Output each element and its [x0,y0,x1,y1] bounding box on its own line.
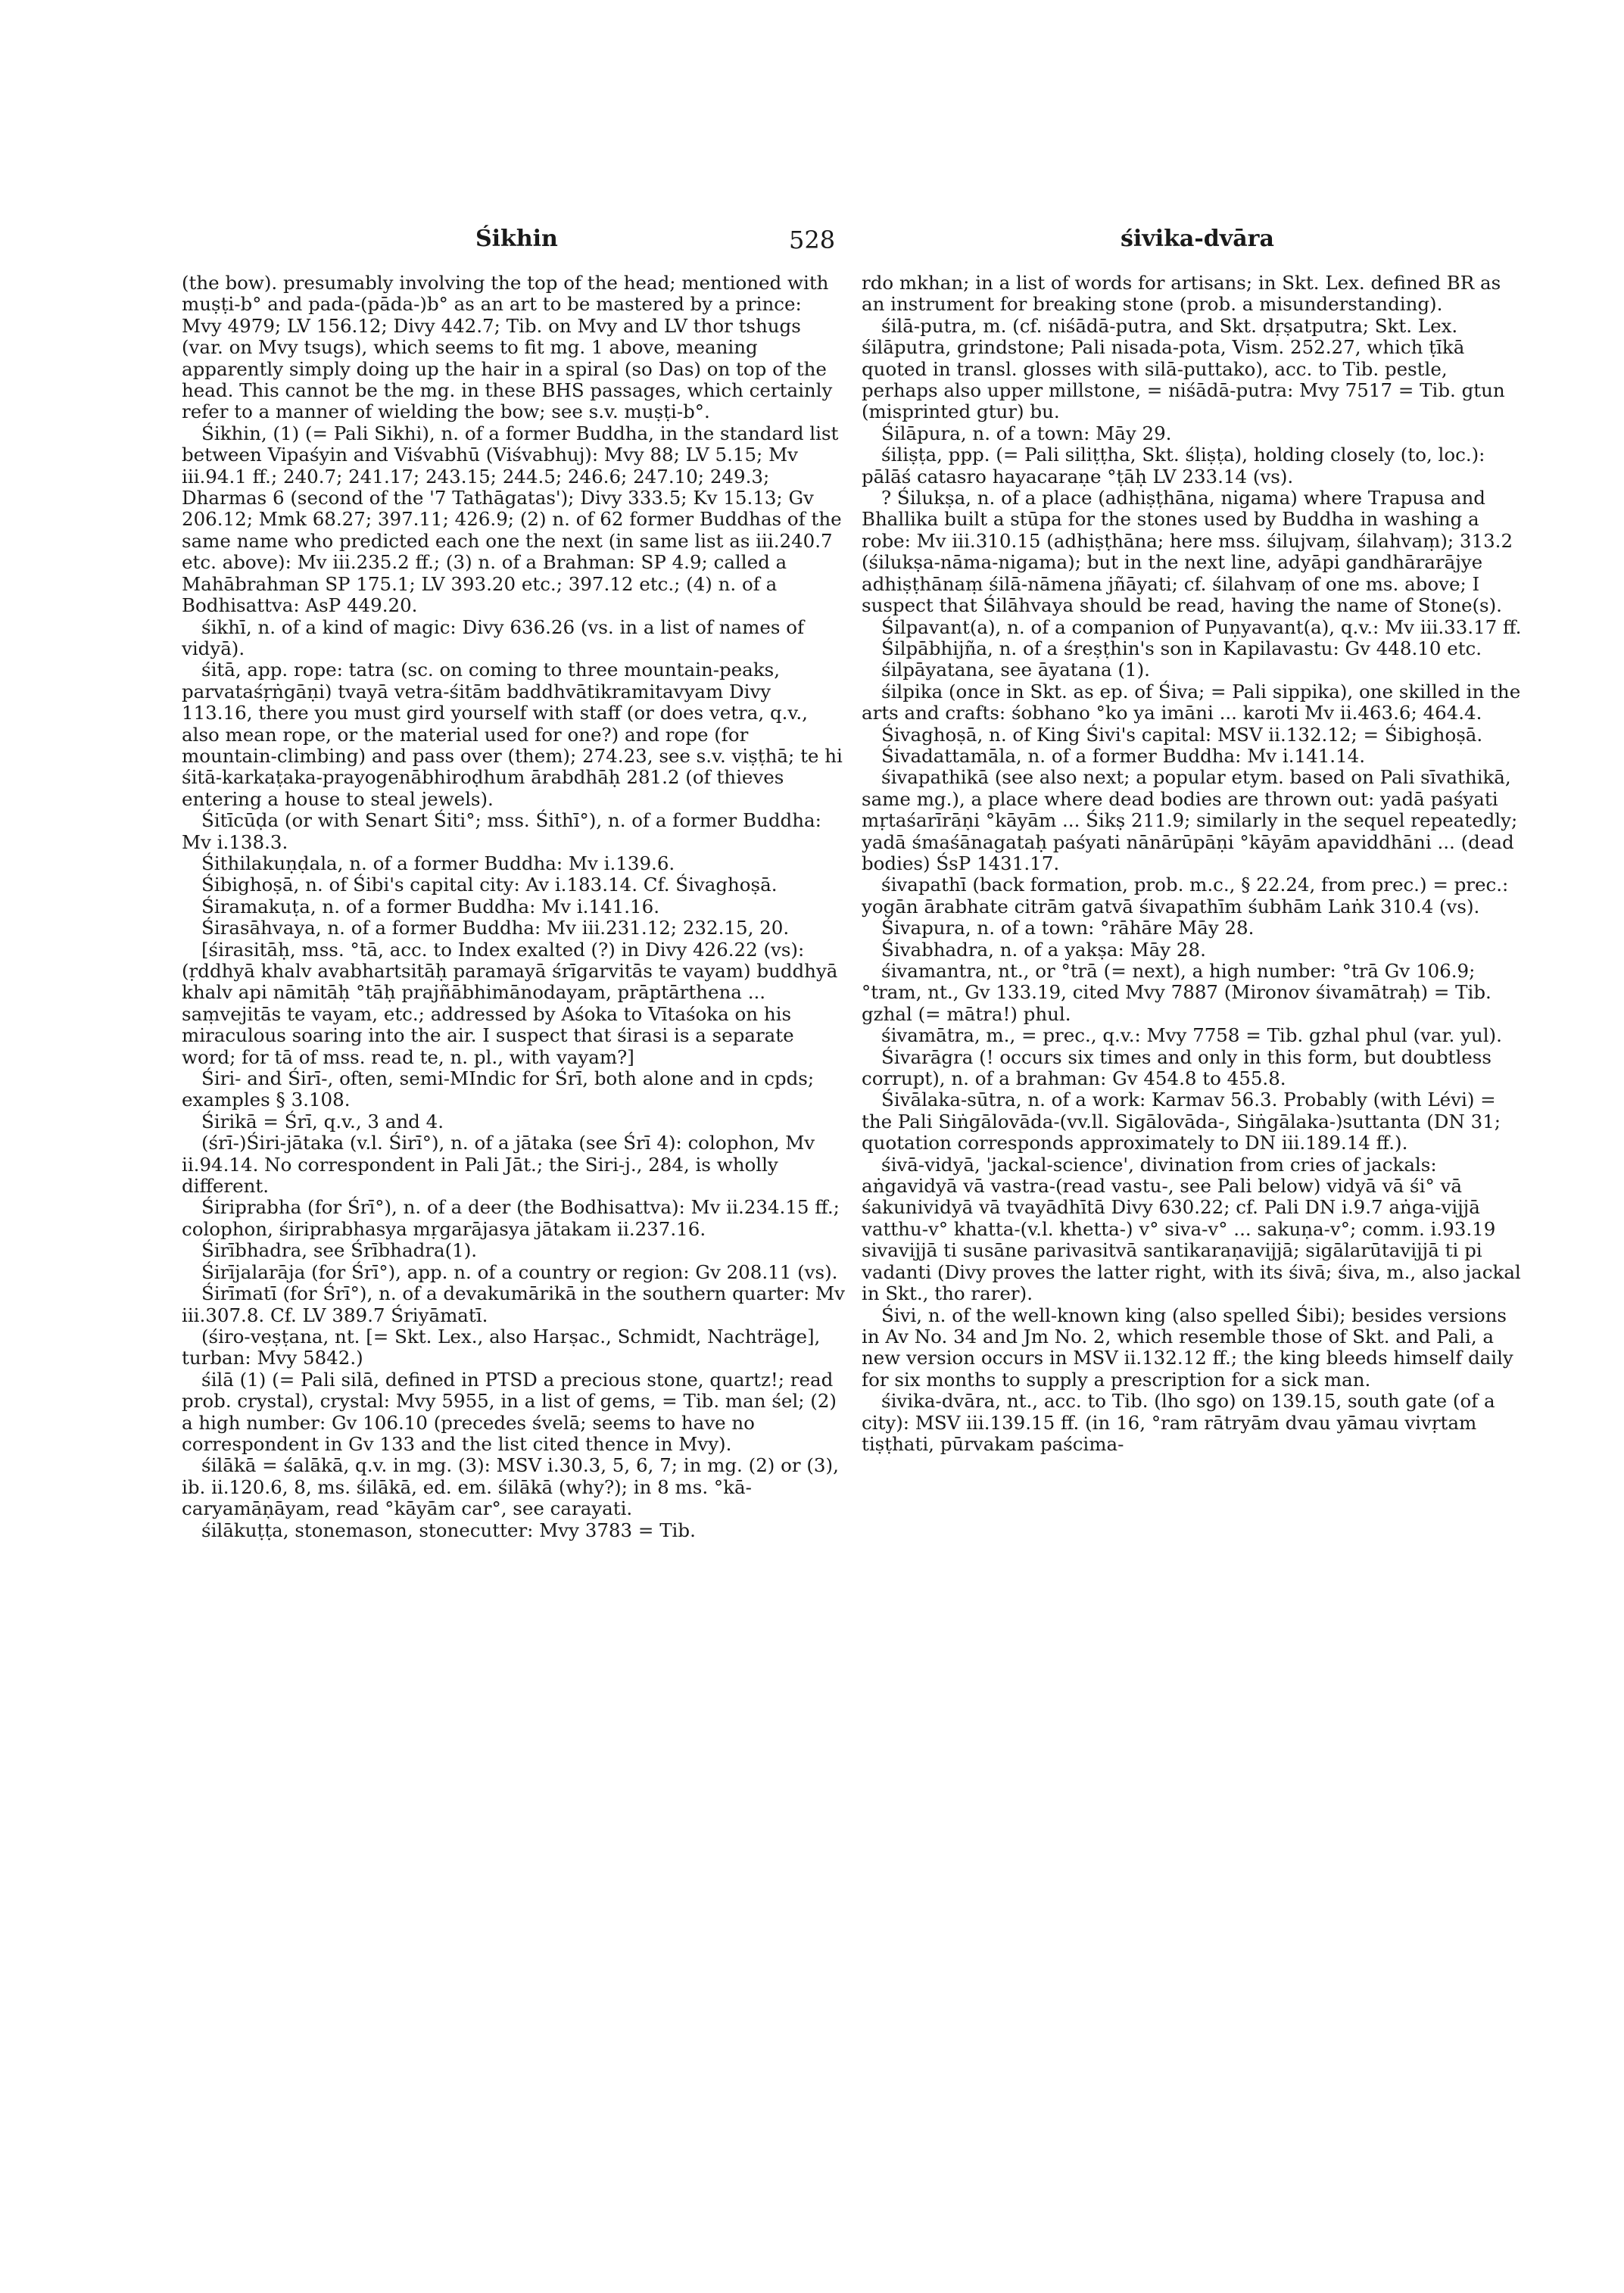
dictionary-entry: Śitīcūḍa (or with Senart Śiti°; mss. Śithī°), n. of a former Buddha: Mv i.138.3. [182,809,821,853]
dictionary-entry: śilā-putra, m. (cf. niśādā-putra, and Skt. dṛṣatputra; Skt. Lex. śilāputra, grindstone; Pali nisada-pota, Vism. 252.27, which ṭīkā quoted in transl. glosses with silā-puttako), acc. to Tib. pestle, perhaps also upper millstone, = niśādā-putra: Mvy 7517 = Tib. gtun (misprinted gtur) bu. [862,314,1505,423]
dictionary-entry: (śrī-)Śiri-jātaka (v.l. Śirī°), n. of a jātaka (see Śrī 4): colophon, Mv ii.94.14. No correspondent in Pali Jāt.; the Siri-j., 284, is wholly different. [182,1132,815,1198]
dictionary-entry: (śiro-veṣṭana, nt. [= Skt. Lex., also Harṣac., Schmidt, Nachträge], turban: Mvy 5842.) [182,1325,821,1369]
dictionary-entry: Śivi, n. of the well-known king (also spelled Śibi); besides versions in Av No. 34 and Jm No. 2, which resemble those of Skt. and Pali, a new version occurs in MSV ii.132.12 ff.; the king bleeds himself daily for six months to supply a prescription for a sick man. [862,1304,1513,1391]
dictionary-entry: śivapathikā (see also next; a popular etym. based on Pali sīvathikā, same mg.), a place where dead bodies are thrown out: yadā paśyati mṛtaśarīrāṇi °kāyām ... Śikṣ 211.9; similarly in the sequel repeatedly; yadā śmaśānagataḥ paśyati nānārūpāṇi °kāyām apaviddhāni ... (dead bodies) ŚsP 1431.17. [862,766,1518,874]
dictionary-entry: Śirikā = Śrī, q.v., 3 and 4. [201,1110,444,1132]
dictionary-entry: śilā (1) (= Pali silā, defined in PTSD a precious stone, quartz!; read prob. crystal), crystal: Mvy 5955, in a list of gems, = Tib. man śel; (2) a high number: Gv 106.10 (precedes śvelā; seems to have no correspondent in Gv 133 and the list cited thence in Mvy). [182,1368,837,1455]
dictionary-entry: Śirījalarāja (for Śrī°), app. n. of a country or region: Gv 208.11 (vs). [201,1260,838,1283]
page-number: 528 [789,226,836,254]
dictionary-entry: Śirīmatī (for Śrī°), n. of a devakumārikā in the southern quarter: Mv iii.307.8. Cf. LV 389.7 Śriyāmatī. [182,1282,845,1326]
dictionary-entry: Śivadattamāla, n. of a former Buddha: Mv i.141.14. [881,744,1366,767]
dictionary-entry: rdo mkhan; in a list of words for artisans; in Skt. Lex. defined BR as an instrument for breaking stone (prob. a misunderstanding). [862,272,1501,316]
dictionary-entry: śivapathī (back formation, prob. m.c., § 22.24, from prec.) = prec.: yogān ārabhate citrām gatvā śivapathīm śubhām Laṅk 310.4 (vs). [862,874,1509,918]
dictionary-entry: śivika-dvāra, nt., acc. to Tib. (lho sgo) on 139.15, south gate (of a city): MSV iii.139.15 ff. (in 16, °ram rātryām dvau yāmau vivṛtam tiṣṭhati, pūrvakam paścima- [862,1390,1495,1455]
dictionary-entry: Śivaghoṣā, n. of King Śivi's capital: MSV ii.132.12; = Śibighoṣā. [881,723,1483,746]
dictionary-entry: Śilpavant(a), n. of a companion of Puṇyavant(a), q.v.: Mv iii.33.17 ff. [881,615,1522,638]
dictionary-entry: Śilpābhijña, n. of a śreṣṭhin's son in Kapilavastu: Gv 448.10 etc. [881,637,1482,659]
dictionary-entry: [śirasitāḥ, mss. °tā, acc. to Index exalted (?) in Divy 426.22 (vs): (ṛddhyā khalv avabhartsitāḥ paramayā śrīgarvitās te vayam) buddhyā khalv api nāmitāḥ °tāḥ prajñābhimānodayam, prāptārthena ... saṃvejitās te vayam, etc.; addressed by Aśoka to Vītaśoka on his miraculous soaring into the air. I suspect that śirasi is a separate word; for tā of mss. read te, n. pl., with vayam?] [182,938,838,1068]
dictionary-entry: Śiramakuṭa, n. of a former Buddha: Mv i.141.16. [201,895,659,918]
dictionary-entry: Śiri- and Śirī-, often, semi-MIndic for Śrī, both alone and in cpds; examples § 3.108. [182,1067,815,1111]
dictionary-entry: śivamātra, m., = prec., q.v.: Mvy 7758 = Tib. gzhal phul (var. yul). [881,1024,1502,1047]
dictionary-entry: śiliṣṭa, ppp. (= Pali siliṭṭha, Skt. śliṣṭa), holding closely (to, loc.): pālāś catasro hayacaraṇe °ṭāḥ LV 233.14 (vs). [862,444,1485,488]
dictionary-entry: Śithilakuṇḍala, n. of a former Buddha: Mv i.139.6. [201,852,675,874]
running-head-left: Śikhin [475,226,558,252]
dictionary-entry: śivamantra, nt., or °trā (= next), a high number: °trā Gv 106.9; °tram, nt., Gv 133.19, cited Mvy 7887 (Mironov śivamātraḥ) = Tib. gzhal (= mātra!) phul. [862,960,1492,1025]
dictionary-entry: Śivarāgra (! occurs six times and only in this form, but doubtless corrupt), n. of a brahman: Gv 454.8 to 455.8. [862,1045,1492,1090]
dictionary-entry: śilpāyatana, see āyatana (1). [881,659,1150,681]
dictionary-entry: Śibighoṣā, n. of Śibi's capital city: Av i.183.14. Cf. Śivaghoṣā. [201,874,778,896]
dictionary-entry: śivā-vidyā, 'jackal-science', divination from cries of jackals: aṅgavidyā vā vastra-(read vastu-, see Pali below) vidyā vā śi° vā śakunividyā vā tvayādhītā Divy 630.22; cf. Pali DN i.9.7 aṅga-vijjā vatthu-v° khatta-(v.l. khetta-) v° siva-v° ... sakuṇa-v°; comm. i.93.19 sivavijjā ti susāne parivasitvā santikaraṇavijjā; sigālarūtavijjā ti pi vadanti (Divy proves the latter right, with its śivā; śiva, m., also jackal in Skt., tho rarer). [862,1153,1521,1305]
dictionary-entry: Śilāpura, n. of a town: Māy 29. [881,422,1172,444]
dictionary-entry: śilākuṭṭa, stonemason, stonecutter: Mvy 3783 = Tib. [201,1519,696,1541]
right-column [862,273,1525,1455]
dictionary-entry: (the bow). presumably involving the top of the head; mentioned with muṣṭi-b° and pada-(pāda-)b° as an art to be mastered by a prince: Mvy 4979; LV 156.12; Divy 442.7; Tib. on Mvy and LV thor tshugs (var. on Mvy tsugs), which seems to fit mg. 1 above, meaning apparently simply doing up the hair in a spiral (so Das) on top of the head. This cannot be the mg. in these BHS passages, which certainly refer to a manner of wielding the bow; see s.v. muṣṭi-b°. [182,272,833,423]
dictionary-entry: Śivapura, n. of a town: °rāhāre Māy 28. [881,917,1255,939]
dictionary-entry: śilpika (once in Skt. as ep. of Śiva; = Pali sippika), one skilled in the arts and crafts: śobhano °ko ya imāni ... karoti Mv ii.463.6; 464.4. [862,680,1521,724]
dictionary-entry: Śirībhadra, see Śrībhadra(1). [201,1239,478,1262]
dictionary-entry: śitā, app. rope: tatra (sc. on coming to three mountain-peaks, parvataśṛṅgāṇi) tvayā vetra-śitām baddhvātikramitavyam Divy 113.16, there you must gird yourself with staff (or does vetra, q.v., also mean rope, or the material used for one?) and rope (for mountain-climbing) and pass over (them); 274.23, see s.v. viṣṭhā; te hi śitā-karkaṭaka-prayogenābhiroḍhum ārabdhāḥ 281.2 (of thieves entering a house to steal jewels). [182,659,843,810]
left-column [182,273,845,1541]
dictionary-entry: Śivabhadra, n. of a yakṣa: Māy 28. [881,938,1206,961]
dictionary-entry: Śirasāhvaya, n. of a former Buddha: Mv iii.231.12; 232.15, 20. [201,917,790,939]
dictionary-entry: śilākā = śalākā, q.v. in mg. (3): MSV i.30.3, 5, 6, 7; in mg. (2) or (3), ib. ii.120.6, 8, ms. śilākā, ed. em. śilākā (why?); in 8 ms. °kā-caryamāṇāyam, read °kāyām car°, see carayati. [182,1454,839,1520]
dictionary-entry: Śiriprabha (for Śrī°), n. of a deer (the Bodhisattva): Mv ii.234.15 ff.; colophon, śiriprabhasya mṛgarājasya jātakam ii.237.16. [182,1196,840,1240]
dictionary-entry: Śikhin, (1) (= Pali Sikhi), n. of a former Buddha, in the standard list between Vipaśyin and Viśvabhū (Viśvabhuj): Mvy 88; LV 5.15; Mv iii.94.1 ff.; 240.7; 241.17; 243.15; 244.5; 246.6; 247.10; 249.3; Dharmas 6 (second of the '7 Tathāgatas'); Divy 333.5; Kv 15.13; Gv 206.12; Mmk 68.27; 397.11; 426.9; (2) n. of 62 former Buddhas of the same name who predicted each one the next (in same list as iii.240.7 etc. above): Mv iii.235.2 ff.; (3) n. of a Brahman: SP 4.9; called a Mahābrahman SP 175.1; LV 393.20 etc.; 397.12 etc.; (4) n. of a Bodhisattva: AsP 449.20. [182,422,842,617]
running-head-right: śivika-dvāra [1121,226,1274,252]
dictionary-entry: Śivālaka-sūtra, n. of a work: Karmav 56.3. Probably (with Lévi) = the Pali Siṅgālovāda-(vv.ll. Sigālovāda-, Siṅgālaka-)suttanta (DN 31; quotation corresponds approximately to DN iii.189.14 ff.). [862,1089,1501,1154]
dictionary-entry: śikhī, n. of a kind of magic: Divy 636.26 (vs. in a list of names of vidyā). [182,615,805,659]
dictionary-entry: ? Śilukṣa, n. of a place (adhiṣṭhāna, nigama) where Trapusa and Bhallika built a stūpa for the stones used by Buddha in washing a robe: Mv iii.310.15 (adhiṣṭhāna; here mss. śilujvaṃ, śilahvaṃ); 313.2 (śilukṣa-nāma-nigama); but in the next line, adyāpi gandhārarājye adhiṣṭhānaṃ śilā-nāmena jñāyati; cf. śilahvaṃ of one ms. above; I suspect that Śilāhvaya should be read, having the name of Stone(s). [862,487,1513,617]
